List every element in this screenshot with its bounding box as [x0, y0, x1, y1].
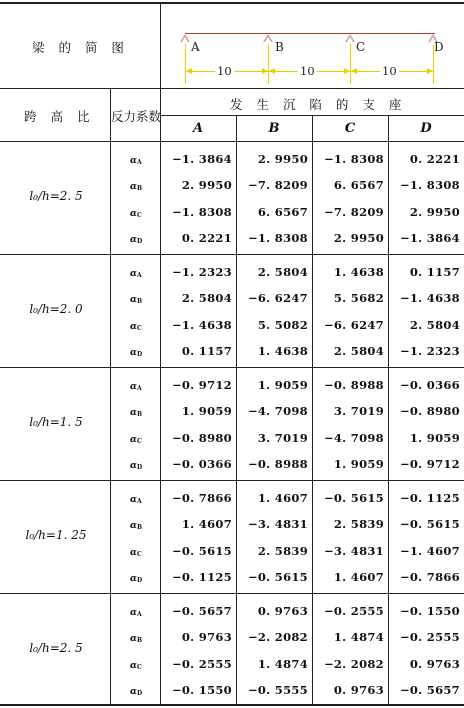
- coef-subscript: A: [136, 385, 142, 392]
- coef-subscript: C: [136, 212, 142, 219]
- coef-symbol: α: [130, 209, 137, 219]
- header-bottom-line: [0, 88, 464, 89]
- table-cell: −0. 0366: [171, 457, 232, 471]
- coef-label: [130, 687, 142, 697]
- coef-label: [130, 634, 142, 644]
- table-cell: −7. 8209: [247, 178, 308, 192]
- diagram-header: 梁 的 简 图: [32, 40, 129, 55]
- dim-tick-b: [268, 44, 269, 84]
- coef-symbol: α: [130, 156, 137, 166]
- coef-subscript: B: [136, 524, 143, 531]
- table-cell: −0. 5615: [323, 491, 384, 505]
- coef-symbol: α: [130, 269, 137, 279]
- table-cell: −0. 5615: [171, 544, 232, 558]
- support-label-b: B: [275, 40, 284, 54]
- coef-subscript: A: [136, 159, 142, 166]
- group-separator: [0, 593, 464, 594]
- table-cell: −2. 2082: [247, 630, 308, 644]
- coef-label: [130, 382, 142, 392]
- coef-label: [130, 209, 142, 219]
- coef-subscript: D: [136, 238, 143, 245]
- beam-line: [185, 33, 435, 34]
- table-cell: −0. 8988: [323, 378, 384, 392]
- table-cell: −1. 2323: [171, 265, 232, 279]
- table-cell: −0. 9712: [171, 378, 232, 392]
- table-cell: −1. 8308: [247, 231, 308, 245]
- coef-subscript: D: [136, 351, 143, 358]
- table-cell: −1. 2323: [399, 344, 460, 358]
- table-cell: 0. 9763: [409, 657, 460, 671]
- table-cell: −0. 8988: [247, 457, 308, 471]
- coef-symbol: α: [130, 182, 137, 192]
- table-cell: 6. 6567: [257, 205, 308, 219]
- coef-subscript: A: [136, 611, 142, 618]
- span-label-ab: 10: [217, 64, 232, 78]
- table-cell: −0. 5615: [247, 570, 308, 584]
- table-cell: 2. 9950: [409, 205, 460, 219]
- table-cell: 2. 9950: [181, 178, 232, 192]
- dim-arrow-2l: [269, 68, 275, 74]
- table-cell: 2. 5804: [333, 344, 384, 358]
- coef-symbol: α: [130, 521, 137, 531]
- table-cell: 0. 1157: [181, 344, 232, 358]
- table-cell: −0. 5657: [171, 604, 232, 618]
- table-cell: −0. 8980: [171, 431, 232, 445]
- table-cell: −0. 1125: [399, 491, 460, 505]
- coef-label: [130, 408, 142, 418]
- coef-symbol: α: [130, 235, 137, 245]
- table-cell: 1. 4874: [333, 630, 384, 644]
- coef-label: [130, 348, 142, 358]
- dim-tick-c: [350, 44, 351, 84]
- table-cell: 2. 9950: [257, 152, 308, 166]
- coef-subscript: C: [136, 664, 142, 671]
- coef-label: [130, 495, 142, 505]
- coef-subscript: A: [136, 272, 142, 279]
- group-separator: [0, 480, 464, 481]
- table-cell: −0. 5555: [247, 683, 308, 697]
- support-b-inner: [265, 37, 271, 42]
- coef-symbol: α: [130, 348, 137, 358]
- table-cell: −1. 8308: [171, 205, 232, 219]
- span-ratio-value: l₀/h=2. 0: [29, 302, 83, 316]
- table-cell: 1. 4638: [333, 265, 384, 279]
- coef-symbol: α: [130, 634, 137, 644]
- coef-subscript: A: [136, 498, 142, 505]
- table-cell: −0. 8980: [399, 404, 460, 418]
- coef-symbol: α: [130, 322, 137, 332]
- table-cell: 0. 2221: [409, 152, 460, 166]
- table-cell: 0. 1157: [409, 265, 460, 279]
- table-cell: 2. 5804: [181, 291, 232, 305]
- col-header-d: D: [420, 121, 432, 136]
- table-cell: −6. 6247: [323, 318, 384, 332]
- col-header-c: C: [344, 121, 356, 136]
- table-cell: 5. 5082: [257, 318, 308, 332]
- coef-symbol: α: [130, 661, 137, 671]
- coef-header: 反力系数: [111, 109, 162, 124]
- table-cell: −3. 4831: [323, 544, 384, 558]
- table-cell: 1. 9059: [181, 404, 232, 418]
- coef-label: [130, 548, 142, 558]
- table-cell: 1. 4607: [333, 570, 384, 584]
- coef-label: [130, 295, 142, 305]
- table-cell: −0. 0366: [399, 378, 460, 392]
- coef-label: [130, 521, 142, 531]
- table-cell: −3. 4831: [247, 517, 308, 531]
- col-divider-a: [236, 115, 237, 705]
- table-cell: 6. 6567: [333, 178, 384, 192]
- table-cell: 3. 7019: [257, 431, 308, 445]
- table-cell: −1. 4638: [171, 318, 232, 332]
- coef-label: [130, 661, 142, 671]
- table-cell: 1. 4607: [257, 491, 308, 505]
- coef-label: [130, 608, 142, 618]
- table-cell: 0. 2221: [181, 231, 232, 245]
- table-cell: −0. 1550: [399, 604, 460, 618]
- coef-subscript: D: [136, 577, 143, 584]
- dim-tick-a: [185, 44, 186, 84]
- table-cell: −0. 5657: [399, 683, 460, 697]
- table-cell: 0. 9763: [257, 604, 308, 618]
- table-cell: 5. 5682: [333, 291, 384, 305]
- table-cell: 1. 4874: [257, 657, 308, 671]
- table-cell: −0. 1125: [171, 570, 232, 584]
- settlement-header: 发 生 沉 陷 的 支 座: [230, 97, 407, 112]
- coef-subscript: B: [136, 298, 143, 305]
- table-cell: −7. 8209: [323, 205, 384, 219]
- coef-label: [130, 322, 142, 332]
- coef-symbol: α: [130, 461, 137, 471]
- coef-subscript: C: [136, 325, 142, 332]
- coef-symbol: α: [130, 687, 137, 697]
- support-a-inner: [182, 37, 188, 42]
- coef-subscript: D: [136, 464, 143, 471]
- span-ratio-header: 跨 高 比: [24, 109, 95, 124]
- col-header-b: B: [268, 121, 280, 136]
- table-cell: 0. 9763: [181, 630, 232, 644]
- table-cell: −0. 2555: [399, 630, 460, 644]
- coef-subscript: B: [136, 637, 143, 644]
- group-separator: [0, 254, 464, 255]
- coef-symbol: α: [130, 408, 137, 418]
- table-cell: 1. 9059: [257, 378, 308, 392]
- table-cell: −0. 2555: [323, 604, 384, 618]
- dim-arrow-1r: [262, 68, 268, 74]
- table-cell: −4. 7098: [323, 431, 384, 445]
- table-cell: −1. 8308: [399, 178, 460, 192]
- support-label-d: D: [434, 40, 444, 54]
- dim-arrow-2r: [344, 68, 350, 74]
- table-cell: −0. 7866: [399, 570, 460, 584]
- table-cell: −0. 7866: [171, 491, 232, 505]
- table-cell: −1. 4607: [399, 544, 460, 558]
- table-cell: 0. 9763: [333, 683, 384, 697]
- span-label-cd: 10: [382, 64, 397, 78]
- coef-symbol: α: [130, 495, 137, 505]
- coef-subscript: C: [136, 438, 142, 445]
- coef-symbol: α: [130, 548, 137, 558]
- coef-subscript: C: [136, 551, 142, 558]
- dim-tick-d: [433, 44, 434, 84]
- table-cell: −6. 6247: [247, 291, 308, 305]
- table-cell: −4. 7098: [247, 404, 308, 418]
- table-cell: 1. 4638: [257, 344, 308, 358]
- col-divider-b: [312, 115, 313, 705]
- coef-symbol: α: [130, 574, 137, 584]
- coef-label: [130, 269, 142, 279]
- table-cell: −1. 3864: [171, 152, 232, 166]
- coef-subscript: B: [136, 411, 143, 418]
- coef-label: [130, 235, 142, 245]
- coef-subscript: B: [136, 185, 143, 192]
- table-cell: −1. 3864: [399, 231, 460, 245]
- table-cell: 1. 4607: [181, 517, 232, 531]
- col-header-a: A: [192, 121, 204, 136]
- support-label-a: A: [191, 40, 200, 54]
- dim-arrow-3r: [427, 68, 433, 74]
- table-cell: −0. 1550: [171, 683, 232, 697]
- span-ratio-value: l₀/h=1. 5: [29, 415, 83, 429]
- coef-label: [130, 574, 142, 584]
- support-label-c: C: [356, 40, 366, 54]
- table-cell: 2. 5804: [257, 265, 308, 279]
- dim-arrow-3l: [351, 68, 357, 74]
- coef-subscript: D: [136, 690, 143, 697]
- table-cell: 1. 9059: [409, 431, 460, 445]
- coef-symbol: α: [130, 435, 137, 445]
- table-cell: −1. 8308: [323, 152, 384, 166]
- coef-symbol: α: [130, 608, 137, 618]
- dim-arrow-1l: [186, 68, 192, 74]
- col-divider-ratio: [110, 88, 111, 705]
- coef-label: [130, 156, 142, 166]
- coef-symbol: α: [130, 382, 137, 392]
- table-cell: −0. 9712: [399, 457, 460, 471]
- table-cell: 2. 5804: [409, 318, 460, 332]
- group-separator: [0, 367, 464, 368]
- col-header-bottom-line: [0, 141, 464, 142]
- coef-label: [130, 182, 142, 192]
- table-cell: 2. 9950: [333, 231, 384, 245]
- col-divider-c: [388, 115, 389, 705]
- table-bottom-border: [0, 704, 464, 706]
- table-cell: 2. 5839: [257, 544, 308, 558]
- span-ratio-value: l₀/h=2. 5: [29, 189, 83, 203]
- span-ratio-value: l₀/h=2. 5: [29, 641, 83, 655]
- span-ratio-value: l₀/h=1. 25: [25, 528, 87, 542]
- table-cell: −1. 4638: [399, 291, 460, 305]
- table-cell: 2. 5839: [333, 517, 384, 531]
- span-label-bc: 10: [300, 64, 315, 78]
- table-cell: −0. 5615: [399, 517, 460, 531]
- coef-label: [130, 461, 142, 471]
- table-top-border: [0, 2, 464, 4]
- coef-label: [130, 435, 142, 445]
- table-cell: 3. 7019: [333, 404, 384, 418]
- support-c-inner: [347, 37, 353, 42]
- table-cell: 1. 9059: [333, 457, 384, 471]
- table-cell: −0. 2555: [171, 657, 232, 671]
- coef-symbol: α: [130, 295, 137, 305]
- table-cell: −2. 2082: [323, 657, 384, 671]
